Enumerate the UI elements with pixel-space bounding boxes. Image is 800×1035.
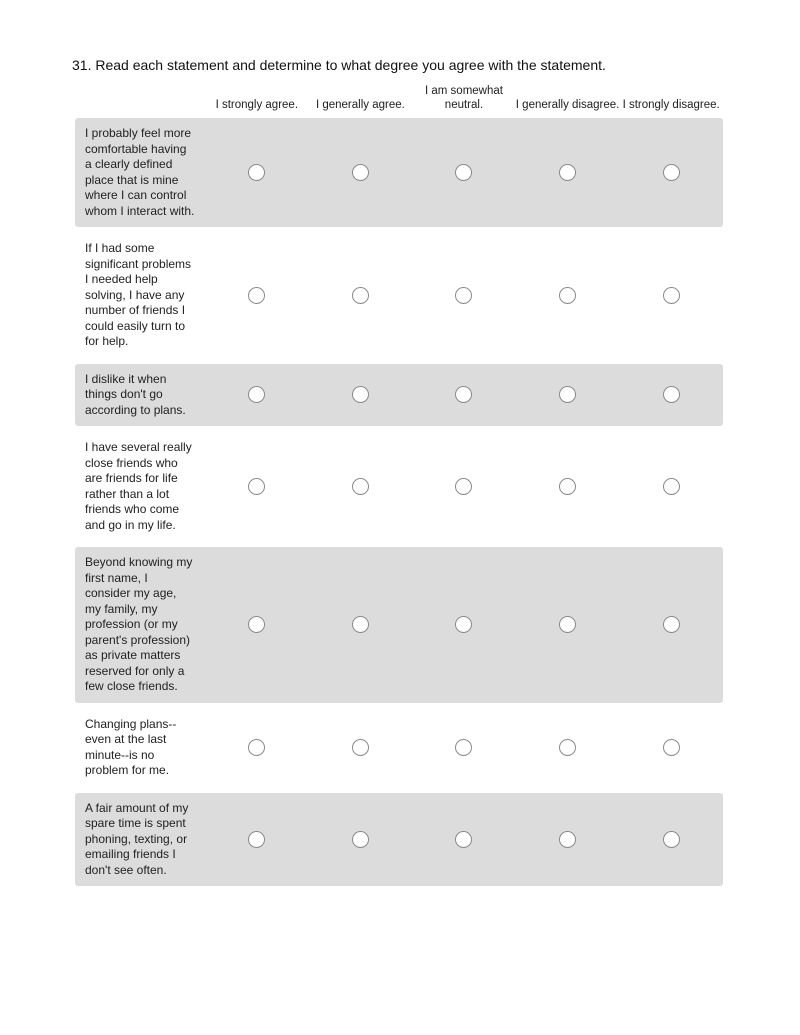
radio-button-row3-generally-agree[interactable] xyxy=(352,386,369,403)
radio-button-row4-generally-agree[interactable] xyxy=(352,478,369,495)
radio-button-row1-generally-disagree[interactable] xyxy=(559,164,576,181)
column-header-generally-agree: I generally agree. xyxy=(315,99,405,111)
grid-row xyxy=(75,364,723,427)
column-header-somewhat-neutral: I am somewhat neutral. xyxy=(424,85,503,111)
row-statement: I dislike it when things don't go according to plans. xyxy=(85,371,186,417)
radio-button-row1-strongly-disagree[interactable] xyxy=(663,164,680,181)
radio-button-row7-somewhat-neutral[interactable] xyxy=(455,831,472,848)
answer-grid xyxy=(75,82,723,892)
radio-button-row2-generally-disagree[interactable] xyxy=(559,287,576,304)
radio-button-row7-strongly-disagree[interactable] xyxy=(663,831,680,848)
radio-button-row6-strongly-agree[interactable] xyxy=(248,739,265,756)
grid-row xyxy=(75,793,723,887)
radio-button-row2-somewhat-neutral[interactable] xyxy=(455,287,472,304)
row-statement: I probably feel more comfortable having a clearly defined place that is mine where I can control whom I interact with. xyxy=(85,126,195,218)
radio-button-row3-strongly-disagree[interactable] xyxy=(663,386,680,403)
column-header-row xyxy=(75,82,723,118)
grid-row xyxy=(75,432,723,541)
radio-button-row4-generally-disagree[interactable] xyxy=(559,478,576,495)
row-statement: A fair amount of my spare time is spent phoning, texting, or emailing friends I don't see often. xyxy=(85,800,189,877)
radio-button-row6-generally-agree[interactable] xyxy=(352,739,369,756)
grid-row xyxy=(75,118,723,227)
column-header-strongly-agree: I strongly agree. xyxy=(215,99,299,111)
radio-button-row5-generally-agree[interactable] xyxy=(352,616,369,633)
row-statement: Beyond knowing my first name, I consider my age, my family, my profession (or my parent's profession) as private matters reserved for only a few close friends. xyxy=(85,555,193,693)
radio-button-row1-generally-agree[interactable] xyxy=(352,164,369,181)
grid-row xyxy=(75,709,723,787)
radio-button-row7-strongly-agree[interactable] xyxy=(248,831,265,848)
radio-button-row5-strongly-agree[interactable] xyxy=(248,616,265,633)
radio-button-row7-generally-agree[interactable] xyxy=(352,831,369,848)
grid-row xyxy=(75,547,723,703)
radio-button-row5-somewhat-neutral[interactable] xyxy=(455,616,472,633)
column-header-strongly-disagree: I strongly disagree. xyxy=(622,99,720,111)
row-statement: I have several really close friends who are friends for life rather than a lot friends who come and go in my life. xyxy=(85,440,192,532)
question-title: 31. Read each statement and determine to what degree you agree with the statement. xyxy=(72,57,606,73)
radio-button-row3-somewhat-neutral[interactable] xyxy=(455,386,472,403)
radio-button-row5-generally-disagree[interactable] xyxy=(559,616,576,633)
radio-button-row2-generally-agree[interactable] xyxy=(352,287,369,304)
row-statement: Changing plans--even at the last minute--is no problem for me. xyxy=(85,716,177,777)
column-header-generally-disagree: I generally disagree. xyxy=(515,99,620,111)
grid-row xyxy=(75,233,723,358)
radio-button-row3-generally-disagree[interactable] xyxy=(559,386,576,403)
radio-button-row2-strongly-agree[interactable] xyxy=(248,287,265,304)
radio-button-row4-strongly-disagree[interactable] xyxy=(663,478,680,495)
radio-button-row7-generally-disagree[interactable] xyxy=(559,831,576,848)
radio-button-row1-strongly-agree[interactable] xyxy=(248,164,265,181)
radio-button-row4-strongly-agree[interactable] xyxy=(248,478,265,495)
row-statement: If I had some significant problems I needed help solving, I have any number of friends I could easily turn to for help. xyxy=(85,241,192,348)
radio-button-row2-strongly-disagree[interactable] xyxy=(663,287,680,304)
radio-button-row3-strongly-agree[interactable] xyxy=(248,386,265,403)
radio-button-row6-generally-disagree[interactable] xyxy=(559,739,576,756)
radio-button-row6-strongly-disagree[interactable] xyxy=(663,739,680,756)
radio-button-row5-strongly-disagree[interactable] xyxy=(663,616,680,633)
radio-button-row6-somewhat-neutral[interactable] xyxy=(455,739,472,756)
radio-button-row4-somewhat-neutral[interactable] xyxy=(455,478,472,495)
radio-button-row1-somewhat-neutral[interactable] xyxy=(455,164,472,181)
